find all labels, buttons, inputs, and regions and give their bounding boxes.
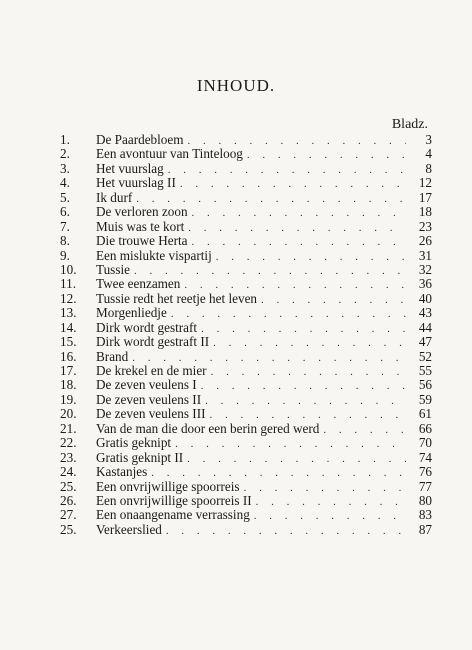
- dot-leader: [254, 509, 406, 523]
- entry-number: 15.: [60, 334, 77, 350]
- entry-title: Gratis geknipt: [96, 435, 172, 451]
- toc-entry: [60, 350, 432, 364]
- entry-title: Een onvrijwillige spoorreis: [96, 478, 240, 494]
- entry-number: 25.: [60, 521, 77, 537]
- entry-title: De zeven veulens II: [96, 391, 202, 407]
- dot-leader: [168, 163, 406, 177]
- entry-number: 21.: [60, 420, 77, 436]
- entry-page-number: 18: [418, 204, 432, 220]
- toc-entry: [60, 321, 432, 335]
- entry-number: 13.: [60, 305, 77, 321]
- dot-leader: [166, 524, 406, 538]
- entry-number: 20.: [60, 406, 77, 422]
- entry-title: De krekel en de mier: [96, 363, 207, 378]
- entry-title: Morgenliedje: [96, 305, 167, 321]
- dot-leader: [188, 221, 406, 235]
- dot-leader: [175, 437, 406, 451]
- toc-entry: [60, 393, 432, 407]
- entry-number: 5.: [60, 189, 70, 205]
- entry-number: 1.: [60, 132, 70, 147]
- toc-entry: [60, 422, 432, 436]
- entry-page-number: 80: [418, 492, 432, 508]
- entry-title: Tussie: [96, 261, 130, 277]
- dot-leader: [244, 481, 406, 495]
- entry-number: 3.: [60, 160, 70, 176]
- entry-page-number: 44: [418, 319, 432, 335]
- entry-page-number: 56: [418, 377, 432, 393]
- entry-page-number: 59: [418, 391, 432, 407]
- entry-title: De zeven veulens I: [96, 377, 197, 393]
- entry-title: Een onvrijwillige spoorreis II: [96, 492, 252, 508]
- entry-page-number: 55: [418, 363, 432, 378]
- entry-title: Verkeerslied: [96, 521, 162, 537]
- entry-number: 27.: [60, 507, 77, 523]
- entry-number: 2.: [60, 146, 70, 162]
- toc-entry: [60, 147, 432, 161]
- entry-title: Twee eenzamen: [96, 276, 181, 292]
- entry-title: Een avontuur van Tinteloog: [96, 146, 243, 162]
- entry-line: [96, 523, 432, 538]
- entry-page-number: 70: [418, 435, 432, 451]
- entry-title: Muis was te kort: [96, 218, 185, 234]
- entry-title: De Paardebloem: [96, 132, 184, 147]
- entry-number: 26.: [60, 492, 77, 508]
- entry-page-number: 52: [418, 348, 432, 364]
- entry-line: [96, 176, 432, 191]
- toc-entry: [60, 436, 432, 450]
- dot-leader: [192, 206, 406, 220]
- toc-entry: [60, 162, 432, 176]
- entry-number: 22.: [60, 435, 77, 451]
- entry-title: Dirk wordt gestraft II: [96, 334, 210, 350]
- dot-leader: [187, 452, 406, 466]
- dot-leader: [247, 148, 406, 162]
- entry-page-number: 17: [418, 189, 432, 205]
- toc-entry: [60, 465, 432, 479]
- entry-number: 17.: [60, 363, 77, 378]
- entry-number: 14.: [60, 319, 77, 335]
- toc-entry: [60, 480, 432, 494]
- entry-page-number: 26: [418, 233, 432, 249]
- entry-title: Tussie redt het reetje het leven: [96, 290, 258, 306]
- entry-page-number: 43: [418, 305, 432, 321]
- entry-page-number: 8: [425, 160, 432, 176]
- toc-entry: [60, 494, 432, 508]
- dot-leader: [192, 235, 406, 249]
- entry-page-number: 36: [418, 276, 432, 292]
- dot-leader: [211, 365, 406, 379]
- dot-leader: [180, 177, 406, 191]
- entry-page-number: 23: [418, 218, 432, 234]
- entry-page-number: 83: [418, 507, 432, 523]
- dot-leader: [213, 336, 406, 350]
- entry-number: 6.: [60, 204, 70, 220]
- toc-entry: [60, 249, 432, 263]
- entry-page-number: 87: [418, 521, 432, 537]
- dot-leader: [216, 250, 406, 264]
- entry-number: 4.: [60, 175, 70, 191]
- dot-leader: [261, 293, 406, 307]
- toc-entry: [60, 335, 432, 349]
- toc-entry: [60, 292, 432, 306]
- entry-title: Een onaangename verrassing: [96, 507, 250, 523]
- entry-number: 9.: [60, 247, 70, 263]
- dot-leader: [323, 423, 406, 437]
- entry-line: [96, 249, 432, 264]
- table-of-contents: [60, 133, 432, 537]
- dot-leader: [201, 379, 406, 393]
- entry-page-number: 66: [418, 420, 432, 436]
- toc-entry: [60, 407, 432, 421]
- entry-title: Ik durf: [96, 189, 133, 205]
- entry-number: 19.: [60, 391, 77, 407]
- entry-page-number: 76: [418, 464, 432, 480]
- entry-page-number: 3: [425, 132, 432, 147]
- dot-leader: [256, 495, 406, 509]
- entry-page-number: 12: [418, 175, 432, 191]
- entry-page-number: 32: [418, 261, 432, 277]
- entry-title: Die trouwe Herta: [96, 233, 188, 249]
- toc-entry: [60, 508, 432, 522]
- entry-number: 18.: [60, 377, 77, 393]
- toc-entry: [60, 176, 432, 190]
- entry-line: [96, 335, 432, 350]
- entry-page-number: 40: [418, 290, 432, 306]
- entry-number: 10.: [60, 261, 77, 277]
- toc-entry: [60, 133, 432, 147]
- toc-entry: [60, 263, 432, 277]
- entry-title: Brand: [96, 348, 129, 364]
- entry-page-number: 77: [418, 478, 432, 494]
- entry-title: Van de man die door een berin gered werd: [96, 420, 320, 436]
- entry-page-number: 4: [425, 146, 432, 162]
- entry-title: Het vuurslag: [96, 160, 164, 176]
- toc-entry: [60, 451, 432, 465]
- toc-entry: [60, 220, 432, 234]
- toc-entry: [60, 378, 432, 392]
- entry-title: Kastanjes: [96, 464, 148, 480]
- entry-number: 7.: [60, 218, 70, 234]
- entry-title: De zeven veulens III: [96, 406, 206, 422]
- toc-entry: [60, 523, 432, 537]
- entry-number: 12.: [60, 290, 77, 306]
- entry-number: 16.: [60, 348, 77, 364]
- entry-page-number: 61: [418, 406, 432, 422]
- toc-entry: [60, 191, 432, 205]
- page-column-header: Bladz.: [391, 117, 428, 132]
- entry-page-number: 31: [418, 247, 432, 263]
- entry-number: 24.: [60, 464, 77, 480]
- toc-entry: [60, 234, 432, 248]
- dot-leader: [205, 394, 406, 408]
- page-title: INHOUD.: [196, 76, 276, 95]
- toc-entry: [60, 364, 432, 378]
- toc-entry: [60, 205, 432, 219]
- entry-number: 23.: [60, 449, 77, 465]
- entry-title: Dirk wordt gestraft: [96, 319, 198, 335]
- entry-title: Het vuurslag II: [96, 175, 176, 191]
- toc-entry: [60, 306, 432, 320]
- dot-leader: [171, 307, 406, 321]
- toc-entry: [60, 277, 432, 291]
- entry-number: 11.: [60, 276, 76, 292]
- entry-title: Een mislukte vispartij: [96, 247, 212, 263]
- entry-title: Gratis geknipt II: [96, 449, 184, 465]
- dot-leader: [201, 322, 406, 336]
- entry-number: 25.: [60, 478, 77, 494]
- entry-number: 8.: [60, 233, 70, 249]
- entry-page-number: 74: [418, 449, 432, 465]
- entry-page-number: 47: [418, 334, 432, 350]
- entry-title: De verloren zoon: [96, 204, 188, 220]
